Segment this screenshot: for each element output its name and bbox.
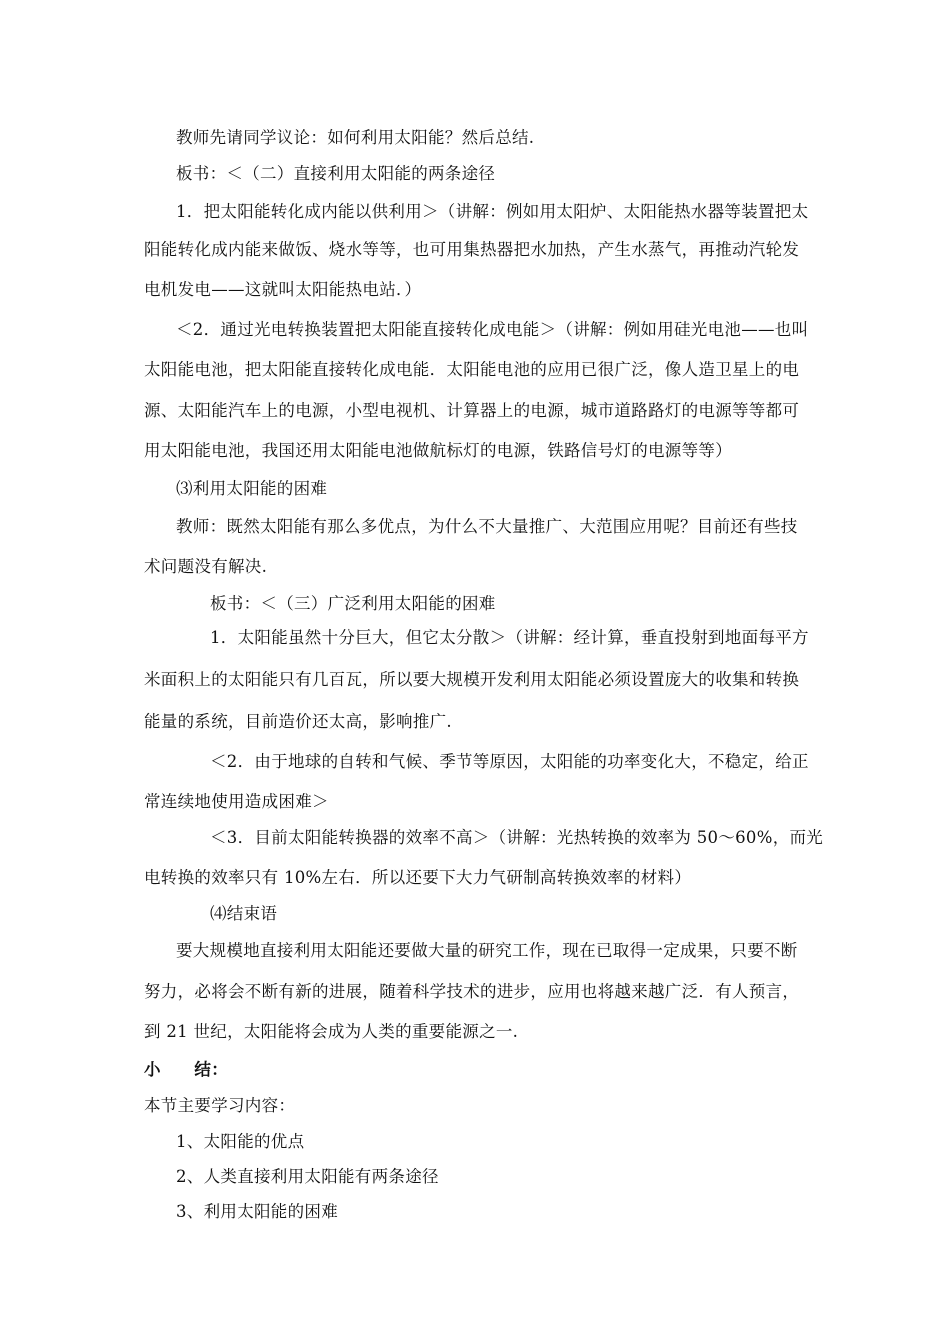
text-line: 常连续地使用造成困难＞: [144, 792, 329, 811]
text-line: 教师：既然太阳能有那么多优点，为什么不大量推广、大范围应用呢？目前还有些技: [176, 517, 798, 536]
text-line: 板书：＜（二）直接利用太阳能的两条途径: [176, 164, 496, 183]
text-line: 1．太阳能虽然十分巨大，但它太分散＞（讲解：经计算，垂直投射到地面每平方: [210, 628, 809, 647]
text-line: 源、太阳能汽车上的电源，小型电视机、计算器上的电源，城市道路路灯的电源等等都可: [144, 401, 800, 420]
text-line: 米面积上的太阳能只有几百瓦，所以要大规模开发利用太阳能必须设置庞大的收集和转换: [144, 670, 800, 689]
text-line: 到 21 世纪，太阳能将会成为人类的重要能源之一.: [144, 1022, 519, 1041]
text-line: 术问题没有解决.: [144, 557, 268, 576]
text-line: 阳能转化成内能来做饭、烧水等等，也可用集热器把水加热，产生水蒸气，再推动汽轮发: [144, 240, 800, 259]
text-line: 本节主要学习内容：: [144, 1096, 296, 1115]
list-item: 2、人类直接利用太阳能有两条途径: [176, 1167, 439, 1186]
text-line: 电机发电——这就叫太阳能热电站．）: [144, 280, 422, 299]
text-line: 要大规模地直接利用太阳能还要做大量的研究工作，现在已取得一定成果，只要不断: [176, 941, 798, 960]
summary-heading: 小 结：: [144, 1060, 228, 1079]
text-line: ＜2．由于地球的自转和气候、季节等原因，太阳能的功率变化大，不稳定，给正: [210, 752, 809, 771]
text-line: 用太阳能电池，我国还用太阳能电池做航标灯的电源，铁路信号灯的电源等等）: [144, 441, 732, 460]
text-line: ＜3．目前太阳能转换器的效率不高＞（讲解：光热转换的效率为 50～60%，而光: [210, 828, 824, 847]
text-line: 电转换的效率只有 10%左右．所以还要下大力气研制高转换效率的材料）: [144, 868, 692, 887]
text-line: ＜2．通过光电转换装置把太阳能直接转化成电能＞（讲解：例如用硅光电池——也叫: [176, 320, 809, 339]
list-item: 1、太阳能的优点: [176, 1132, 305, 1151]
section-heading: ⑷结束语: [210, 904, 278, 923]
text-line: 板书：＜（三）广泛利用太阳能的困难: [210, 594, 496, 613]
text-line: 能量的系统，目前造价还太高，影响推广.: [144, 712, 452, 731]
text-line: 教师先请同学议论：如何利用太阳能？然后总结.: [176, 128, 535, 147]
section-heading: ⑶利用太阳能的困难: [176, 479, 328, 498]
list-item: 3、利用太阳能的困难: [176, 1202, 338, 1221]
text-line: 太阳能电池，把太阳能直接转化成电能．太阳能电池的应用已很广泛，像人造卫星上的电: [144, 360, 800, 379]
text-line: 努力，必将会不断有新的进展，随着科学技术的进步，应用也将越来越广泛．有人预言，: [144, 982, 800, 1001]
text-line: 1．把太阳能转化成内能以供利用＞（讲解：例如用太阳炉、太阳能热水器等装置把太: [176, 202, 809, 221]
